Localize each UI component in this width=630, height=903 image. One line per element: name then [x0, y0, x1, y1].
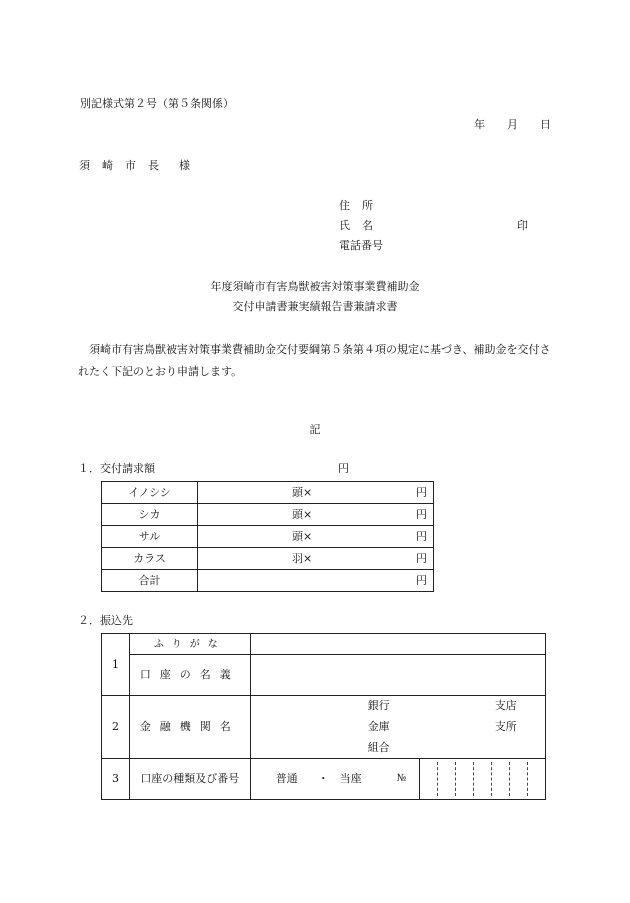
addressee-honorific: 様 — [179, 159, 190, 172]
addressee: 須崎市長 — [79, 159, 171, 172]
amount-cell[interactable] — [198, 570, 434, 592]
seal-mark: 印 — [517, 219, 528, 232]
bank-option: 銀行 — [367, 699, 390, 712]
yen-label: 円 — [416, 552, 427, 565]
account-holder-label: 口座の名義 — [129, 655, 250, 696]
koko-option: 金庫 — [367, 720, 390, 733]
row-number: 1 — [102, 634, 130, 696]
shisho-option: 支所 — [494, 720, 517, 733]
amount-cell[interactable] — [198, 504, 434, 526]
branch-option: 支店 — [494, 699, 517, 712]
ki-label: 記 — [309, 423, 321, 436]
account-number-input[interactable] — [420, 759, 546, 800]
account-type-select[interactable] — [250, 759, 420, 800]
digit-divider — [509, 762, 510, 796]
table-row — [102, 696, 546, 759]
row-number: 2 — [102, 696, 130, 759]
animal-label: カラス — [102, 548, 198, 570]
unit-label: 羽× — [292, 552, 313, 565]
amount-cell[interactable] — [198, 548, 434, 570]
address-label: 住所 — [339, 199, 385, 212]
table-row — [102, 759, 546, 800]
yen-label: 円 — [416, 530, 427, 543]
digit-divider — [437, 762, 438, 796]
number-mark: № — [396, 773, 407, 784]
table-row — [102, 504, 434, 526]
yen-label: 円 — [416, 574, 427, 587]
furigana-input[interactable] — [250, 634, 545, 655]
futsuu-option[interactable]: 普通 — [275, 772, 298, 785]
total-amount-unit: 円 — [338, 462, 349, 475]
animal-label: サル — [102, 526, 198, 548]
account-type-label: 口座の種類及び番号 — [129, 759, 250, 800]
name-label: 氏名 — [339, 219, 385, 232]
section1-heading: １．交付請求額 — [78, 462, 155, 475]
amount-cell[interactable] — [198, 526, 434, 548]
amount-cell[interactable] — [198, 482, 434, 504]
touza-option[interactable]: 当座 — [339, 772, 362, 785]
form-title-line1: 年度須崎市有害鳥獣被害対策事業費補助金 — [210, 280, 420, 293]
date-day: 日 — [540, 118, 551, 131]
table-row — [102, 570, 434, 592]
table-row — [102, 526, 434, 548]
financial-institution-label: 金融機関名 — [129, 696, 250, 759]
form-title-line2: 交付申請書兼実績報告書兼請求書 — [232, 300, 398, 313]
digit-divider — [455, 762, 456, 796]
separator-dot: ・ — [317, 772, 329, 785]
unit-label: 頭× — [292, 486, 313, 499]
furigana-label: ふりがな — [129, 634, 250, 655]
transfer-destination-table — [101, 633, 546, 800]
animal-label: イノシシ — [102, 482, 198, 504]
body-paragraph: 須崎市有害鳥獣被害対策事業費補助金交付要綱第５条第４項の規定に基づき、補助金を交付されたく下記のとおり申請します。 — [78, 343, 551, 378]
yen-label: 円 — [416, 486, 427, 499]
phone-label: 電話番号 — [339, 239, 383, 252]
subsidy-amount-table — [101, 481, 434, 592]
table-row — [102, 548, 434, 570]
financial-institution-input[interactable] — [250, 696, 545, 759]
section2-heading: ２．振込先 — [78, 614, 133, 627]
account-holder-input[interactable] — [250, 655, 545, 696]
form-header-label: 別記様式第２号（第５条関係） — [80, 97, 234, 110]
table-row — [102, 482, 434, 504]
animal-label: シカ — [102, 504, 198, 526]
date-month: 月 — [507, 118, 518, 131]
animal-label: 合計 — [102, 570, 198, 592]
digit-divider — [491, 762, 492, 796]
table-row — [102, 655, 546, 696]
row-number: 3 — [102, 759, 130, 800]
table-row — [102, 634, 546, 655]
date-year: 年 — [474, 118, 485, 131]
unit-label: 頭× — [292, 508, 313, 521]
digit-divider — [473, 762, 474, 796]
yen-label: 円 — [416, 508, 427, 521]
unit-label: 頭× — [292, 530, 313, 543]
kumiai-option: 組合 — [367, 741, 390, 754]
digit-divider — [527, 762, 528, 796]
